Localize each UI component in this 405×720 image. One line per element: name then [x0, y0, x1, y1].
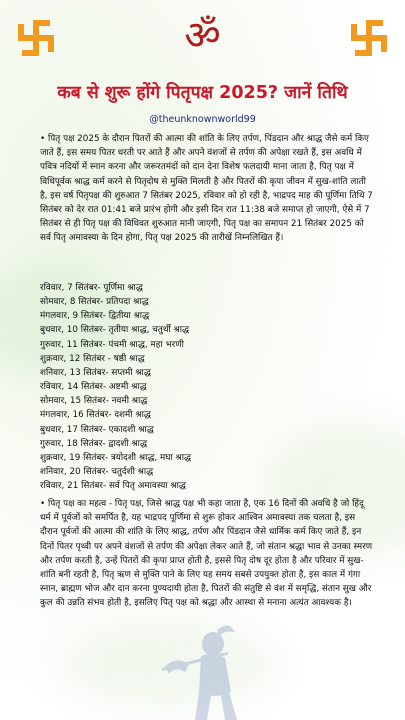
page-title: कब से शुरू होंगे पितृपक्ष 2025? जानें तिथि — [57, 83, 348, 103]
schedule-list — [40, 281, 360, 493]
krishna-flute-silhouette-icon — [155, 622, 265, 720]
list-item: रविवार, 14 सितंबर- अष्टमी श्राद्ध — [40, 382, 147, 393]
list-item: रविवार, 7 सितंबर- पूर्णिमा श्राद्ध — [40, 283, 143, 293]
list-item: शनिवार, 20 सितंबर- चतुर्दशी श्राद्ध — [40, 467, 154, 478]
swastika-icon — [347, 16, 391, 60]
list-item: सोमवार, 15 सितंबर- नवमी श्राद्ध — [40, 396, 148, 407]
om-icon: ॐ — [184, 13, 221, 59]
list-item: शुक्रवार, 12 सितंबर - षष्ठी श्राद्ध — [40, 353, 145, 364]
significance-paragraph: • पितृ पक्ष का महत्व - पितृ पक्ष, जिसे श्राद्ध पक्ष भी कहा जाता है, एक 16 दिनों की अवधि है जो हिंदू धर्म में पूर्वजों को समर्पित है, यह भाद्रपद पूर्णिमा से शुरू होकर आश्विन अमावस्या तक चलता है, इस दौरान पूर्वजों की आत्मा की शांति के लिए श्राद्ध, तर्पण और पिंडदान जैसे धार्मिक कर्म किए जाते हैं, इन दिनों पितर पृथ्वी पर अपने वंशजों से तर्पण की अपेक्षा लेकर आते हैं, जो संतान श्रद्धा भाव से उनका स्मरण और तर्पण करती है, उन्हें पितरों की कृपा प्राप्त होती है, इससे पितृ दोष दूर होता है और परिवार में सुख-शांति बनी रहती है, पितृ ऋण से मुक्ति पाने के लिए यह समय सबसे उपयुक्त होता है, इस काल में गंगा स्नान, ब्राह्मण भोज और दान करना पुण्यदायी होता है, पितरों की संतुष्टि से वंश में समृद्धि, संतान सुख और कुल की उन्नति संभव होती है, इसलिए पितृ पक्ष को श्रद्धा और आस्था से मनाना अत्यंत आवश्यक है। — [40, 499, 373, 609]
list-item: गुरुवार, 11 सितंबर- पंचमी श्राद्ध, महा भरणी — [40, 339, 184, 350]
author-handle: @theunknownworld99 — [149, 114, 256, 125]
list-item: बुधवार, 10 सितंबर- तृतीया श्राद्ध, चतुर्थी श्राद्ध — [40, 325, 190, 336]
list-item: शुक्रवार, 19 सितंबर- त्रयोदशी श्राद्ध, मघा श्राद्ध — [40, 452, 192, 463]
list-item: रविवार, 21 सितंबर- सर्व पितृ अमावस्या श्राद्ध — [40, 481, 186, 492]
list-item: मंगलवार, 16 सितंबर- दशमी श्राद्ध — [40, 410, 151, 421]
list-item: बुधवार, 17 सितंबर- एकादशी श्राद्ध — [40, 424, 154, 435]
list-item: सोमवार, 8 सितंबर- प्रतिपदा श्राद्ध — [40, 297, 149, 308]
list-item: शनिवार, 13 सितंबर- सप्तमी श्राद्ध — [40, 367, 151, 378]
list-item: मंगलवार, 9 सितंबर- द्वितीया श्राद्ध — [40, 311, 150, 322]
list-item: गुरुवार, 18 सितंबर- द्वादशी श्राद्ध — [40, 438, 147, 449]
intro-paragraph: • पितृ पक्ष 2025 के दौरान पितरों की आत्मा की शांति के लिए तर्पण, पिंडदान और श्राद्ध जैसे कर्म किए जाते हैं, इस समय पितर धरती पर आते हैं और अपने वंशजों से तर्पण की अपेक्षा रखते हैं, इस अवधि में पवित्र नदियों में स्नान करना और जरूरतमंदों को दान देना विशेष फलदायी माना जाता है, पितृ पक्ष में विधिपूर्वक श्राद्ध कर्म करने से पितृदोष से मुक्ति मिलती है और पितरों की कृपा जीवन में सुख-शांति लाती है, इस वर्ष पितृपक्ष की शुरुआत 7 सितंबर 2025, रविवार को हो रही है, भाद्रपद माह की पूर्णिमा तिथि 7 सितंबर को देर रात 01:41 बजे प्रारंभ होगी और इसी दिन रात 11:38 बजे समाप्त हो जाएगी, ऐसे में 7 सितंबर से ही पितृ पक्ष की विधिवत शुरुआत मानी जाएगी, पितृ पक्ष का समापन 21 सितंबर 2025 को सर्व पितृ अमावस्या के दिन होगा, पितृ पक्ष 2025 की तारीखें निम्नलिखित हैं। — [40, 134, 373, 244]
